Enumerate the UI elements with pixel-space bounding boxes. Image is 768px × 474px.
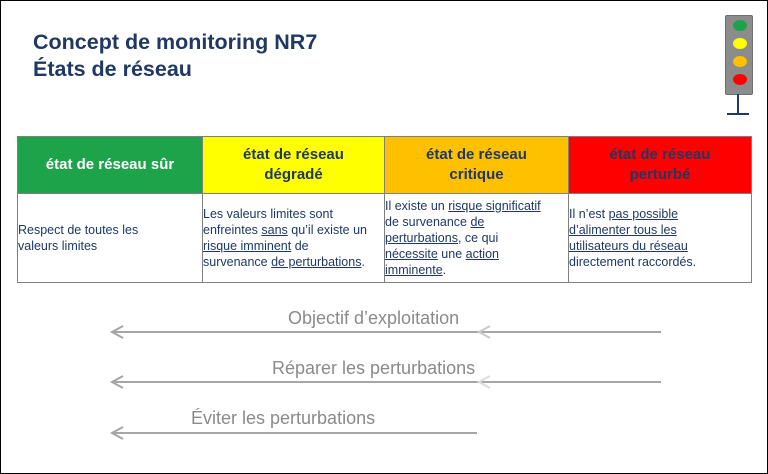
title-line-1: Concept de monitoring NR7 xyxy=(33,30,318,54)
description-text: . xyxy=(442,263,447,277)
underlined-text: risque imminent xyxy=(203,239,292,253)
description-text: de survenance xyxy=(385,215,471,229)
description-text: de survenance xyxy=(203,239,309,269)
header-label: état de réseau critique xyxy=(426,146,527,183)
description-text: Respect de toutes les valeurs limites xyxy=(18,223,139,253)
description-text: qu’il existe un xyxy=(287,223,367,237)
underlined-text: action imminente xyxy=(385,247,499,277)
label-eviter: Éviter les perturbations xyxy=(191,408,376,428)
header-label: état de réseau dégradé xyxy=(243,146,344,183)
underlined-text: de perturbations xyxy=(271,255,362,269)
label-reparer: Réparer les perturbations xyxy=(272,358,476,378)
label-objectif: Objectif d’exploitation xyxy=(288,308,460,328)
description-text: , ce qui xyxy=(457,231,499,245)
description-text: . xyxy=(361,255,365,269)
underlined-text: nécessite xyxy=(385,247,438,261)
description-text: directement raccordés. xyxy=(569,255,697,269)
description-text: Les valeurs limites sont enfreintes xyxy=(203,207,333,237)
underlined-text: de perturbations xyxy=(385,215,485,245)
underlined-text: pas possible d’alimenter tous les utilisateurs du réseau xyxy=(569,207,688,253)
header-label: état de réseau sûr xyxy=(45,156,175,173)
underlined-text: risque significatif xyxy=(448,199,541,213)
description-text: Il existe un xyxy=(385,199,449,213)
description-text: Il n’est xyxy=(569,207,609,221)
arrows-diagram xyxy=(1,1,767,473)
title-line-2: États de réseau xyxy=(33,57,192,81)
description-text: une xyxy=(437,247,466,261)
underlined-text: sans xyxy=(261,223,288,237)
header-label: état de réseau perturbé xyxy=(609,146,711,183)
